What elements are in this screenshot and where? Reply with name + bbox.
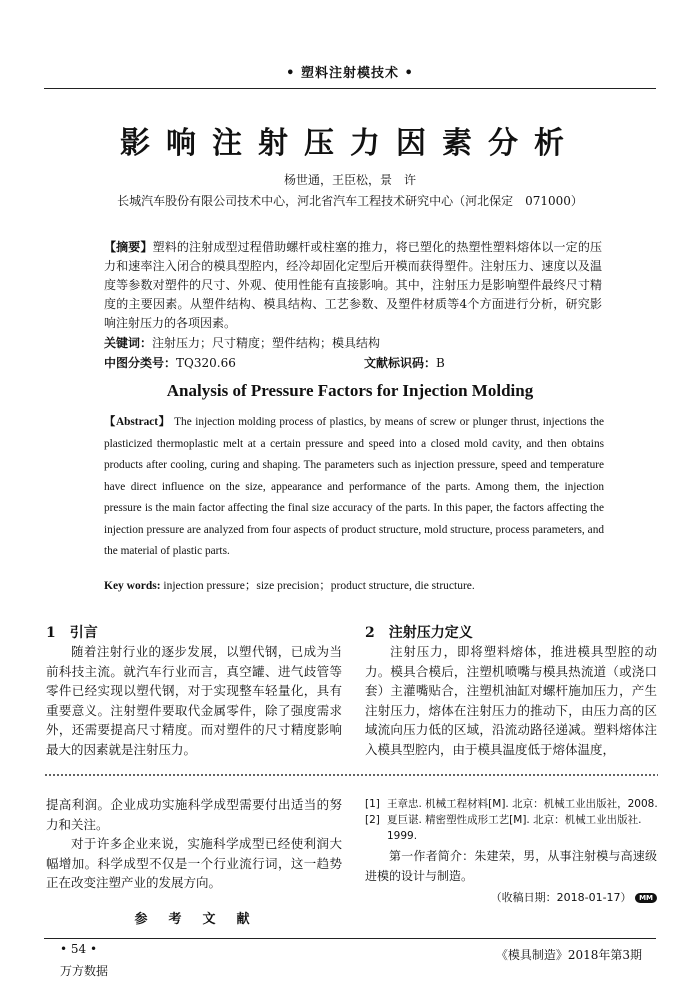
abstract-cn-text: 塑料的注射成型过程借助螺杆或柱塞的推力，将已塑化的热塑性塑料熔体以一定的压力和速率注入闭合的模具型腔内，经冷却固化定型后开模而获得塑件。注射压力、速度以及温度等参数对塑件的尺寸、外观、使用性能有直接影响。其中，注射压力是影响塑件最终尺寸精度的主要因素。从塑件结构、模具结构、工艺参数、及塑件材质等4个方面进行分析，研究影响注射压力的各项因素。 bbox=[104, 240, 602, 330]
header-rule bbox=[44, 88, 656, 89]
reference-number: [1] bbox=[365, 798, 380, 810]
reference-item bbox=[365, 796, 665, 812]
classification-label: 中图分类号： bbox=[104, 356, 177, 370]
affiliation: 长城汽车股份有限公司技术中心，河北省汽车工程技术研究中心（河北保定 071000） bbox=[117, 194, 583, 208]
references-heading: 参 考 文 献 bbox=[134, 912, 254, 927]
dotted-separator bbox=[44, 773, 658, 777]
abstract-cn bbox=[104, 238, 602, 333]
references-list bbox=[365, 796, 665, 844]
continuation-para1: 提高利润。企业成功实施科学成型需要付出适当的努力和关注。 bbox=[46, 797, 342, 832]
abstract-en-text: The injection molding process of plastics, by means of screw or plunger thrust, injections the plasticized thermoplastic melt at a certain pressure and speed into a closed mold cavity, and then obtains products after cooling, curing and shaping. The parameters such as injection pressure, speed and temperature have direct influence on the size, appearance and performance of the parts. Among them, the injection pressure is the main factor affecting the final size accuracy of the parts. In this paper, the factors affecting the injection pressure are analyzed from four aspects of product structure, mold structure, process parameters, and the material of plastic parts. bbox=[104, 416, 604, 557]
continuation-para2: 对于许多企业来说，实施科学成型已经使利润大幅增加。科学成型不仅是一个行业流行词，这一趋势正在改变注塑产业的发展方向。 bbox=[46, 836, 342, 890]
reference-item bbox=[365, 812, 665, 844]
classification-value: TQ320.66 bbox=[176, 356, 236, 370]
section2-text: 注射压力，即将塑料熔体，推进模具型腔的动力。模具合模后，注塑机喷嘴与模具热流道（或浇口套）主灌嘴贴合，注塑机油缸对螺杆施加压力，产生注射压力，熔体在注射压力的推动下，由压力高的区域流向压力低的区域，沿流动路径递减。塑料熔体注入模具型腔内，由于模具温度低于熔体温度， bbox=[365, 644, 657, 757]
author-note: 第一作者简介：朱建荣，男，从事注射模与高速级进模的设计与制造。 bbox=[365, 849, 657, 883]
section1-text: 随着注射行业的逐步发展，以塑代钢，已成为当前科技主流。就汽车行业而言，真空罐、进气歧管等零件已经实现以塑代钢，对于实现整车轻量化，具有重要意义。注射塑件要取代金属零件，除了强度需求外，还需要提高尺寸精度。而对塑件的尺寸精度影响最大的因素就是注射压力。 bbox=[46, 644, 342, 757]
doc-code-value: B bbox=[436, 356, 445, 370]
reference-text: 王章忠. 机械工程材料[M]. 北京：机械工业出版社，2008. bbox=[387, 798, 658, 810]
keywords-en bbox=[104, 577, 604, 593]
mm-badge-icon: MM bbox=[635, 893, 657, 903]
keywords-cn-text: 注射压力；尺寸精度；塑件结构；模具结构 bbox=[152, 336, 381, 350]
keywords-en-text: injection pressure；size precision；product structure, die structure. bbox=[160, 580, 475, 592]
section2-heading: 2 注射压力定义 bbox=[365, 625, 473, 641]
abstract-cn-label: 【摘要】 bbox=[104, 240, 153, 254]
received-date-text: （收稿日期：2018-01-17） bbox=[490, 891, 632, 904]
english-title: Analysis of Pressure Factors for Injection Molding bbox=[166, 381, 534, 400]
section1-heading: 1 引言 bbox=[46, 625, 98, 641]
reference-text: 夏巨谌. 精密塑性成形工艺[M]. 北京：机械工业出版社. 1999. bbox=[387, 814, 642, 842]
keywords-cn bbox=[104, 334, 602, 351]
reference-number: [2] bbox=[365, 814, 380, 826]
doc-code-label: 文献标识码： bbox=[364, 356, 437, 370]
abstract-en bbox=[104, 412, 604, 563]
received-date bbox=[365, 889, 657, 905]
watermark: 万方数据 bbox=[60, 964, 109, 978]
article-title: 影响注射压力因素分析 bbox=[120, 126, 580, 161]
classification bbox=[104, 354, 602, 371]
journal-name: 《模具制造》2018年第3期 bbox=[495, 948, 642, 962]
keywords-cn-label: 关键词： bbox=[104, 336, 153, 350]
running-header: • 塑料注射模技术 • bbox=[286, 66, 414, 81]
authors: 杨世通，王臣松，景 许 bbox=[283, 173, 416, 187]
footer-rule bbox=[44, 938, 656, 939]
abstract-en-label: 【Abstract】 bbox=[104, 416, 171, 428]
keywords-en-label: Key words: bbox=[104, 580, 161, 592]
page-number: • 54 • bbox=[60, 942, 98, 956]
